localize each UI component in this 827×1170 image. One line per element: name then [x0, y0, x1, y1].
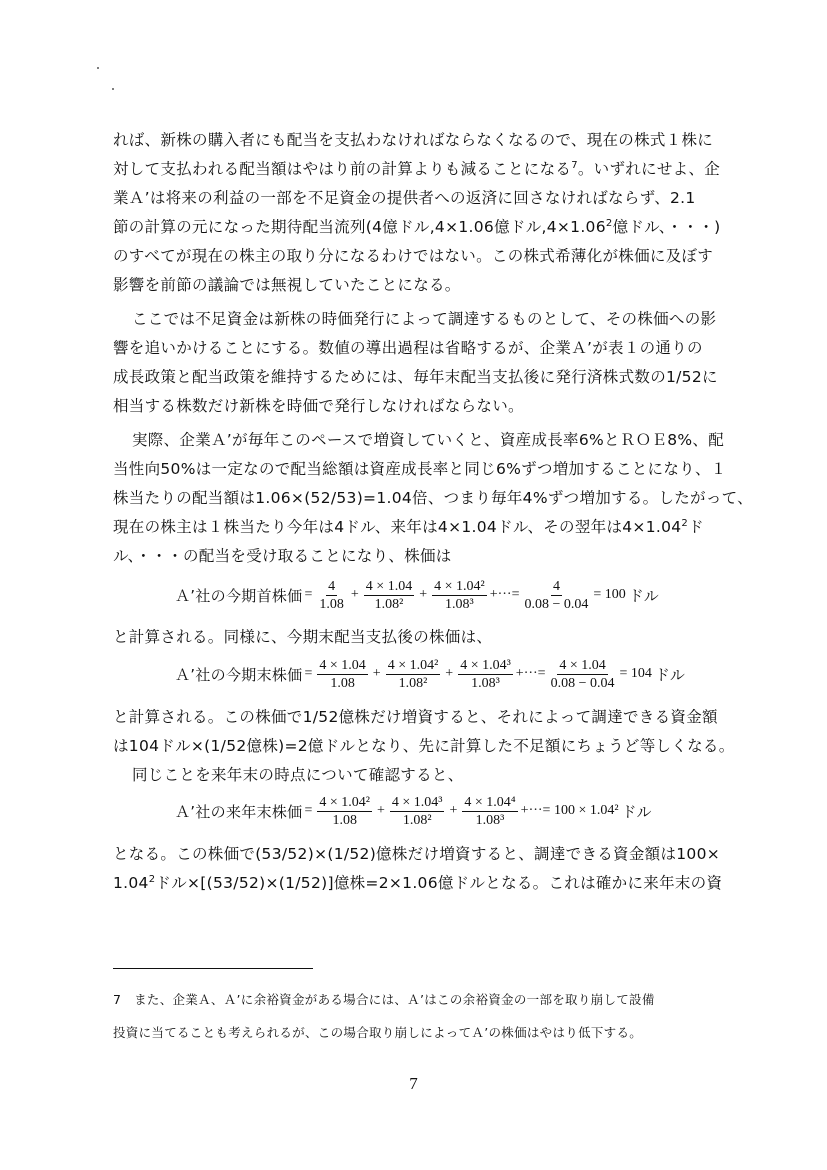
footnote-ref: 7: [571, 160, 578, 171]
scan-speck: [112, 88, 114, 90]
equation-price-start: Ａ’社の今期首株価 = $\frac{4}{1.08}$ + $\frac{4 \times 1.04}{\text{1.08²}}$ + $\frac{\text{4 × 1.04²}}{\text{1.08³}}$ +···= $\frac{4}{0.08 - 0.04}$ = 100 ドル: [175, 578, 659, 612]
scan-speck: [97, 67, 99, 69]
body-line: 響を追いかけることにする。数値の導出過程は省略するが、企業Ａ’が表１の通りの: [113, 339, 703, 357]
body-line: と計算される。同様に、今期末配当支払後の株価は、: [113, 628, 493, 646]
body-line: ル、・・・の配当を受け取ることになり、株価は: [113, 547, 452, 565]
body-line: と計算される。この株価で1/52億株だけ増資すると、それによって調達できる資金額: [113, 708, 718, 726]
body-line: 実際、企業Ａ’が毎年このペースで増資していくと、資産成長率6%とＲＯＥ8%、配: [132, 431, 725, 449]
footnote-rule: [113, 968, 313, 969]
body-line: 当性向50%は一定なので配当総額は資産成長率と同じ6%ずつ増加することになり、１: [113, 460, 727, 478]
equation-price-next-year: Ａ’社の来年末株価 = $\frac{\text{4 × 1.04²}}{1.08}$ + $\frac{\text{4 × 1.04³}}{\text{1.08²}}$ + $\frac{\text{4 × 1.04⁴}}{\text{1.08³}}$ +···= 100 × 1.04² ドル: [175, 794, 652, 828]
body-line: 節の計算の元になった期待配当流列(4億ドル,4×1.06億ドル$,4\times 1.06^2$億ドル、・・・): [113, 218, 721, 236]
body-line: 業Ａ’は将来の利益の一部を不足資金の提供者への返済に回さなければならず、2.1: [113, 189, 696, 207]
body-line: となる。この株価で(53/52)×(1/52)億株だけ増資すると、調達できる資金額は100×: [113, 845, 721, 863]
body-line: ここでは不足資金は新株の時価発行によって調達するものとして、その株価への影: [132, 310, 717, 328]
body-line: 同じことを来年末の時点について確認すると、: [132, 766, 464, 784]
footnote-line: 投資に当てることも考えられるが、この場合取り崩しによってＡ’の株価はやはり低下する。: [113, 1025, 643, 1040]
body-line: 現在の株主は１株当たり今年は4ドル、来年は4×1.04ドル、その翌年は$4\times 1.04^2$ド: [113, 518, 704, 536]
body-line: 相当する株数だけ新株を時価で発行しなければならない。: [113, 397, 524, 415]
body-line: は104ドル×(1/52億株)=2億ドルとなり、先に計算した不足額にちょうど等しくなる。: [113, 737, 735, 755]
footnote-marker: 7: [113, 992, 122, 1007]
body-line: れば、新株の購入者にも配当を支払わなければならなくなるので、現在の株式１株に: [113, 131, 714, 149]
body-line: 株当たりの配当額は1.06×(52/53)=1.04倍、つまり毎年4%ずつ増加する。したがって、: [113, 489, 753, 507]
body-line: のすべてが現在の株主の取り分になるわけではない。この株式希薄化が株価に及ぼす: [113, 247, 714, 265]
page-number: 7: [409, 1074, 418, 1093]
footnote-line: 7 また、企業Ａ、Ａ’に余裕資金がある場合には、Ａ’はこの余裕資金の一部を取り崩して設備: [113, 992, 655, 1007]
body-line: 影響を前節の議論では無視していたことになる。: [113, 276, 461, 294]
body-line: 成長政策と配当政策を維持するためには、毎年末配当支払後に発行済株式数の1/52に: [113, 368, 718, 386]
equation-price-end: Ａ’社の今期末株価 = $\frac{4 \times 1.04}{1.08}$ + $\frac{\text{4 × 1.04²}}{\text{1.08²}}$ + $\frac{\text{4 × 1.04³}}{\text{1.08³}}$ +···= $\frac{4 \times 1.04}{0.08 - 0.04}$ = 104 ドル: [175, 657, 685, 691]
body-line: 対して支払われる配当額はやはり前の計算よりも減ることになる$^7$。いずれにせよ、企: [113, 160, 721, 178]
body-line: 1.04$^2$ドル×[(53/52)×(1/52)]億株=2×1.06億ドルとなる。これは確かに来年末の資: [113, 874, 723, 892]
